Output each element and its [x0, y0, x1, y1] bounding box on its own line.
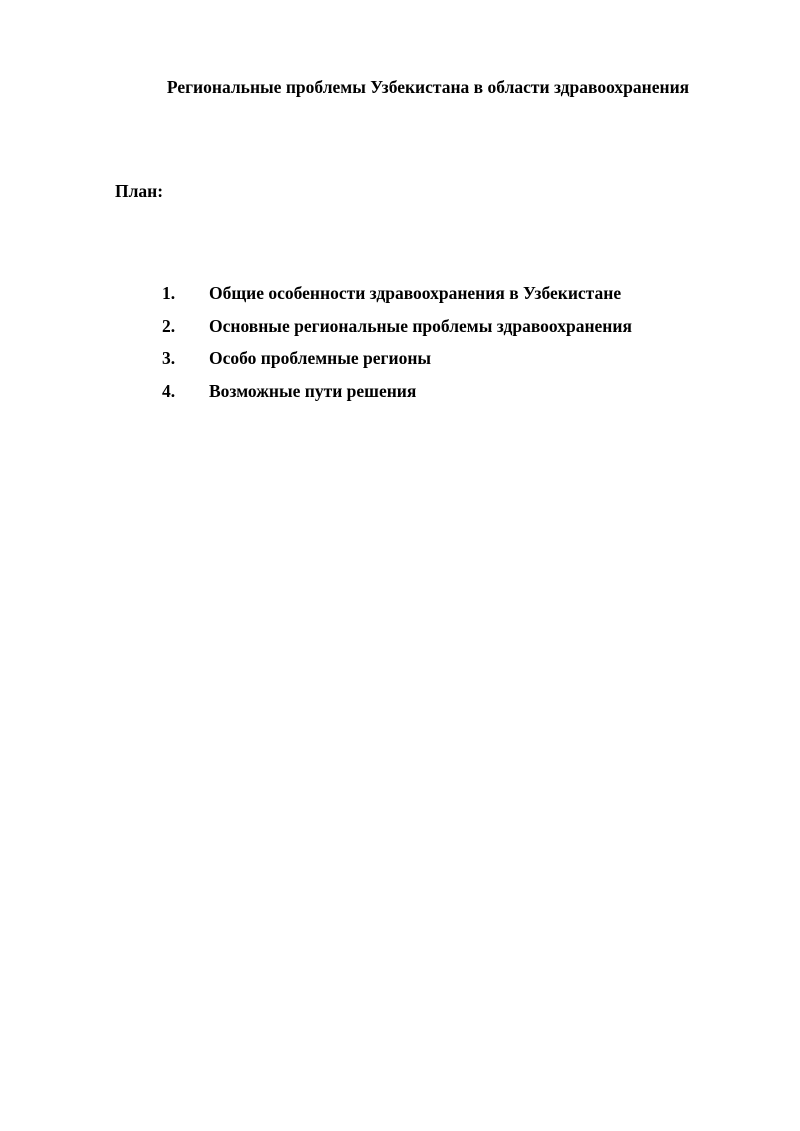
plan-item-number: 3. — [162, 348, 176, 368]
plan-item-number: 1. — [162, 283, 176, 303]
plan-item-text: Особо проблемные регионы — [209, 348, 432, 368]
document-title: Региональные проблемы Узбекистана в области здравоохранения — [166, 77, 690, 97]
plan-item-number: 2. — [162, 315, 176, 336]
plan-heading: План: — [115, 181, 164, 201]
plan-item-text: Возможные пути решения — [209, 380, 417, 401]
plan-item-text: Общие особенности здравоохранения в Узбекистане — [209, 283, 622, 303]
plan-item-number: 4. — [162, 380, 176, 401]
plan-item-text: Основные региональные проблемы здравоохранения — [209, 315, 632, 336]
